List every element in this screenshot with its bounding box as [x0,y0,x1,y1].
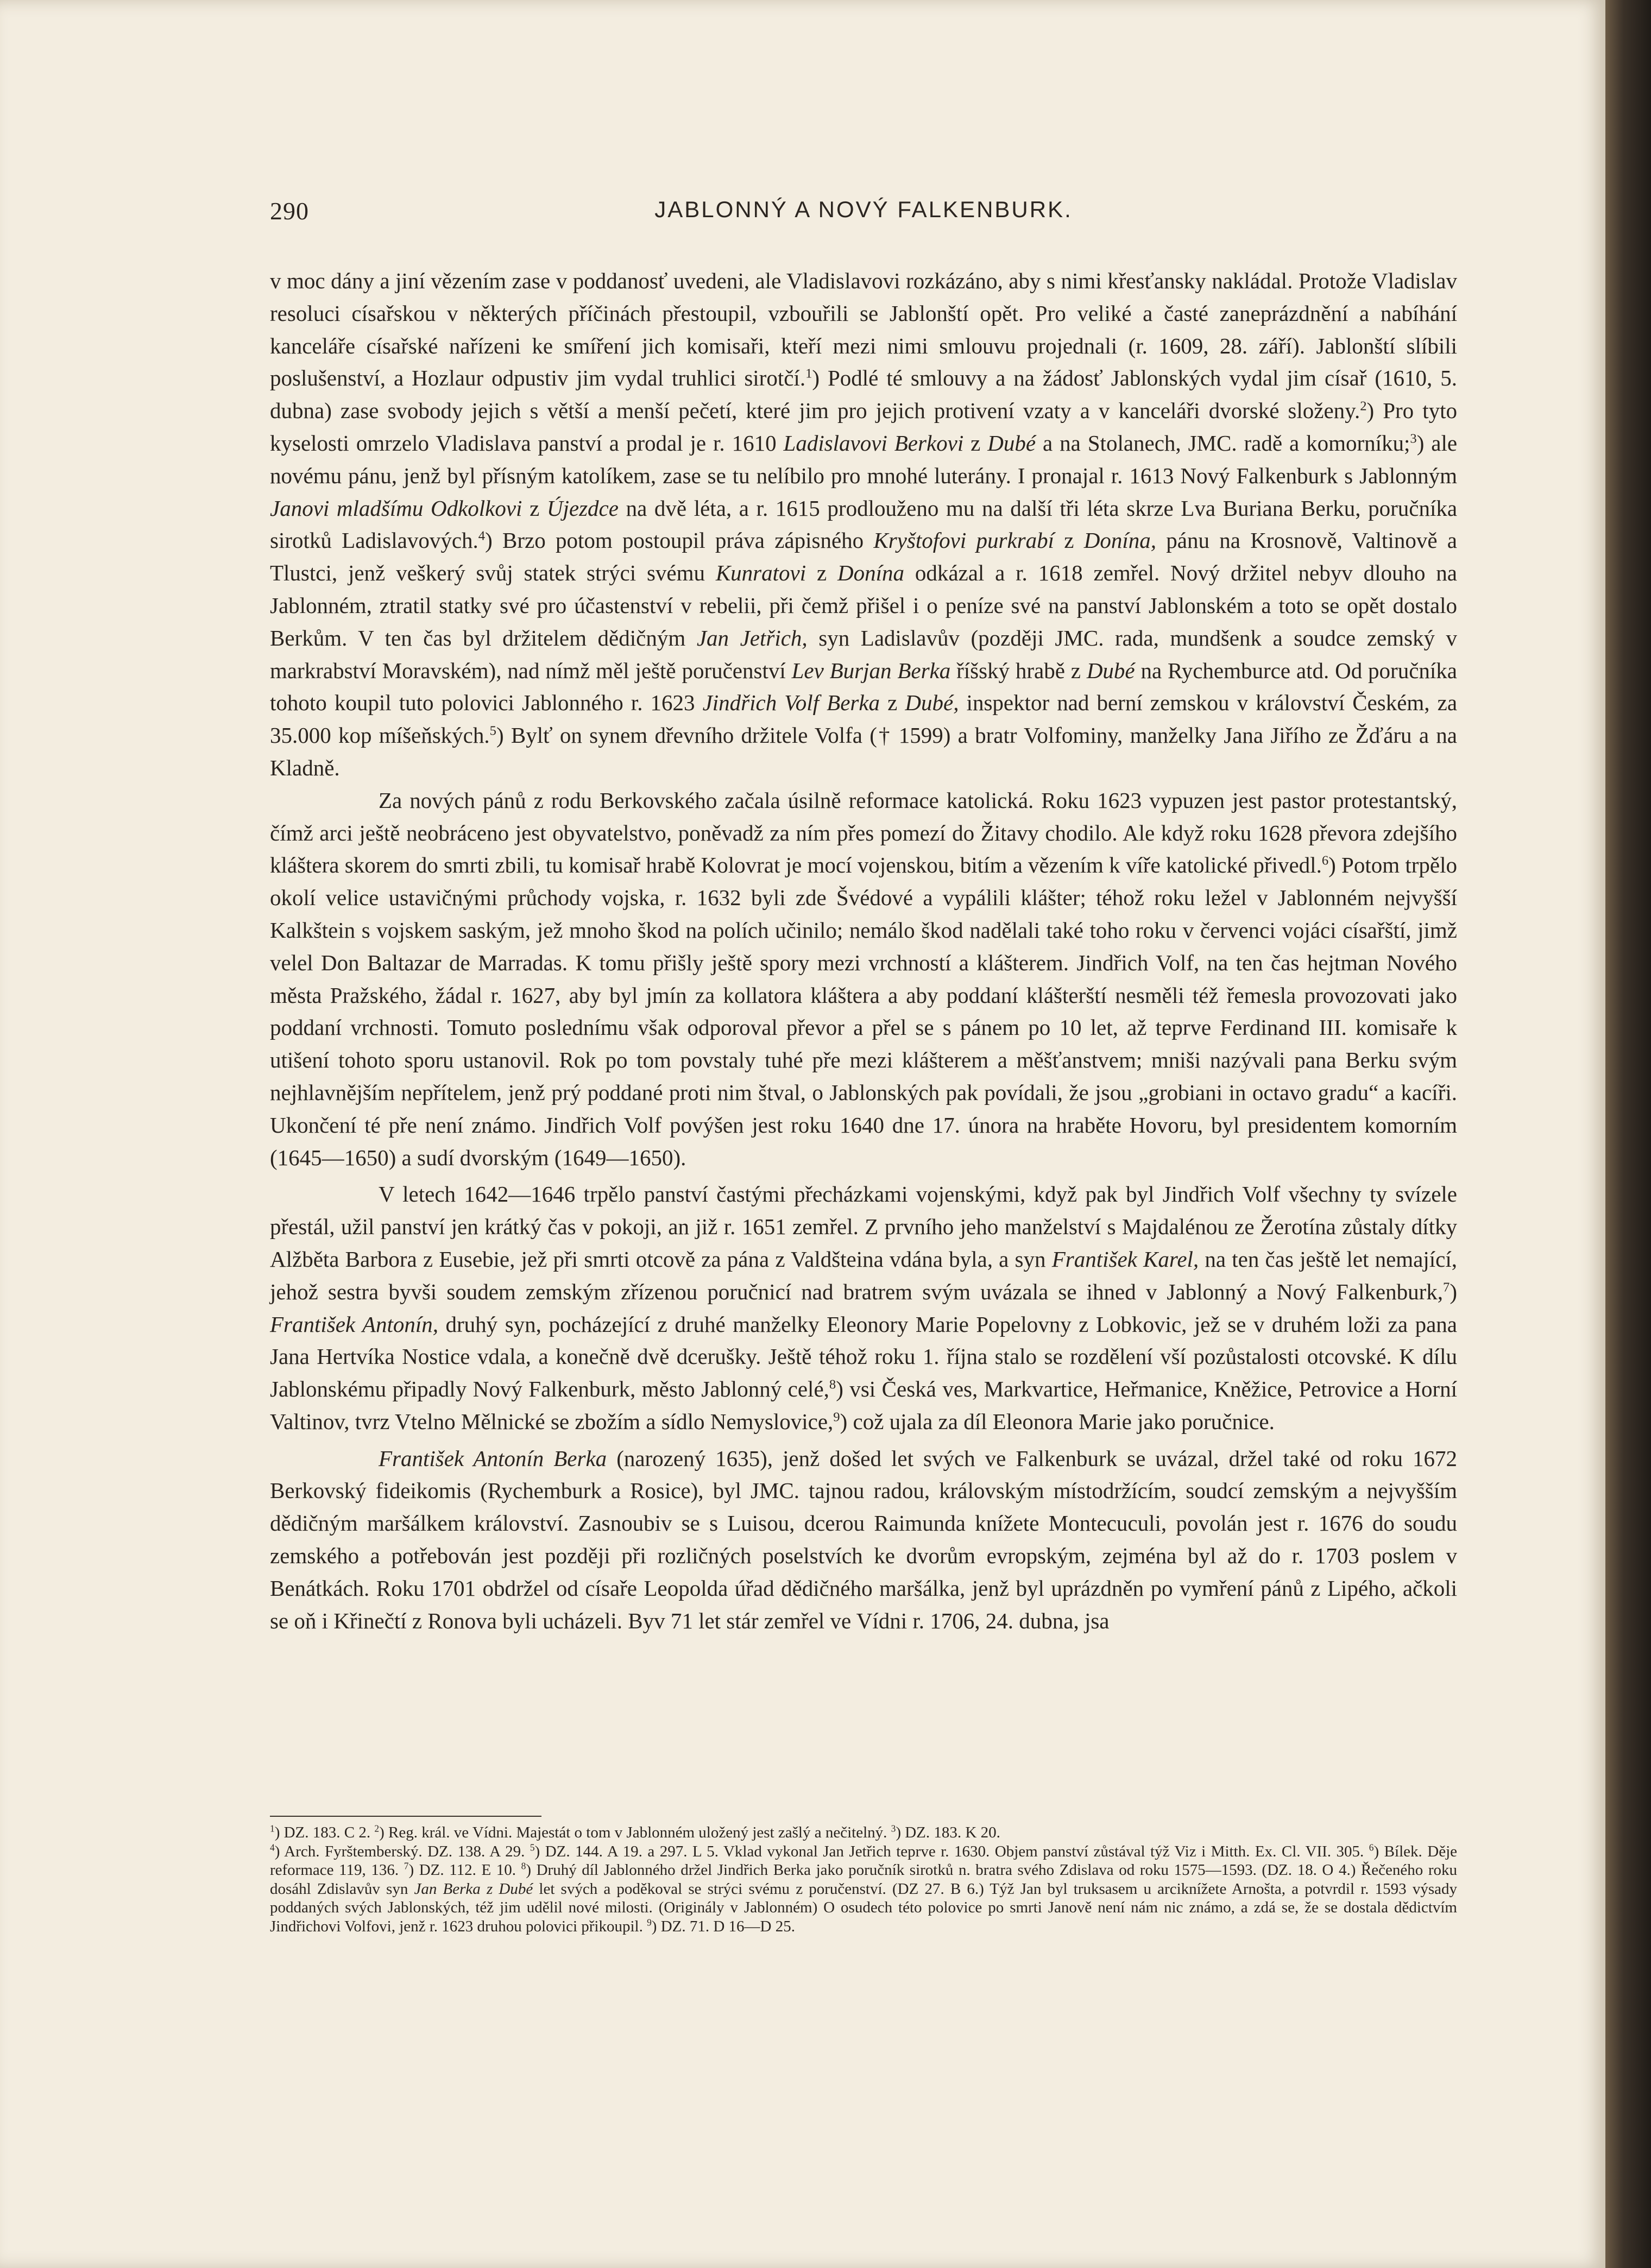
footnotes [270,1823,1457,1936]
footnote-text: ) DZ. 112. E 10. [408,1861,516,1879]
footnote-ref: 6 [1321,853,1329,868]
italic-name: Dubé [987,430,1036,456]
italic-name: Donína [837,560,904,586]
footnote-ref: 8 [829,1377,836,1392]
italic-name: Dubé [1086,658,1135,683]
footnote-text: ) DZ. 144. A 19. a 297. L 5. Vklad vykonal Jan Jetřich teprve r. 1630. Objem panství zůstával týž Viz i Mitth. Ex. Cl. VII. 305. [534,1842,1364,1860]
footnote-text: ) Druhý díl Jablonného držel Jindřich Berka jako poručník sirotků n. bratra svého Zdislava od roku 1575—1593. (DZ. 18. O 4.) Řečeného roku dosáhl Zdislavův syn [270,1861,1458,1898]
italic-name: Újezdce [546,495,619,521]
text-run: syn Ladislavův (později JMC. rada, mundšenk a soudce zemský v markrabství Moravském), nad nímž měl ještě poručenství [270,625,1458,683]
text-run: z [1064,528,1074,553]
footnote-ref: 2 [1360,399,1367,414]
italic-name: Ladislavovi Berkovi [783,430,964,456]
text-run: ) Potom trpělo okolí velice ustavičnými průchody vojska, r. 1632 byli zde Švédové a vypálili klášter; téhož roku ležel v Jablonném nejvyšší Kalkštein s vojskem saským, jež mnoho škod na polích učinilo; nemálo škod nadělali také toho roku v červenci vojáci císařští, jimž velel Don Baltazar de Marradas. K tomu přišly ještě spory mezi vrchností a klášterem. Jindřich Volf, na ten čas hejtman Nového města Pražského, žádal r. 1627, aby byl jmín za kollatora kláštera a aby poddaní klášterští nesměli též řemesla provozovati jako poddaní vrchnosti. Tomuto poslednímu však odporoval převor a přel se s pánem po 10 let, až teprve Ferdinand III. komisaře k utišení tohoto sporu ustanovil. Rok po tom povstaly tuhé pře mezi klášterem a měšťanstvem; mniši nazývali pana Berku svým nejhlavnějším nepřítelem, jenž prý poddané proti nim štval, o Jablonských pak povídali, že jsou „grobiani in octavo gradu“ a kacíři. Ukončení té pře není známo. Jindřich Volf povýšen jest roku 1640 dne 17. února na hraběte Hovoru, byl presidentem komorním (1645—1650) a sudí dvorským (1649—1650). [270,852,1458,1170]
footnote-text: ) Reg. král. ve Vídni. Majestát o tom v Jablonném uložený jest zašlý a nečitelný. [379,1824,887,1841]
footnote-number: 1 [270,1823,275,1834]
footnote-text: ) DZ. 183. K 20. [896,1824,1000,1841]
italic-name: Jan Berka z Dubé [414,1880,533,1898]
text-run: z [971,430,981,456]
italic-name: Janovi mladšímu Odkolkovi [270,495,522,521]
text-run: (narozený 1635), jenž došed let svých ve Falkenburk se uvázal, držel také od roku 1672 Berkovský fideikomis (Rychemburk a Rosice), byl JMC. tajnou radou, královským místodržícím, soudcí zemským a nejvyšším dědičným maršálkem království. Zasnoubiv se s Luisou, dcerou Raimunda knížete Montecuculi, povolán jest r. 1676 do soudu zemského a potřebován jest později při rozličných poselstvích ke dvorům evropským, zejména byl až do r. 1703 poslem v Benátkách. Roku 1701 obdržel od císaře Leopolda úřad dědičného maršálka, jenž byl uprázdněn po vymření pánů z Lipého, ačkoli se oň i Křinečtí z Ronova byli ucházeli. Byv 71 let stár zemřel ve Vídni r. 1706, 24. dubna, jsa [270,1445,1458,1633]
text-run: z [816,560,827,586]
footnote-divider [270,1816,541,1817]
footnote-ref: 5 [489,723,496,738]
italic-name: Dubé, [905,690,959,716]
main-text [270,265,1457,1637]
text-run: ) vsi Česká ves, Markvartice, Heřmanice, Kněžice, Petrovice a Horní Valtinov, tvrz Vtelno Mělnické se zbožím a sídlo Nemyslovice, [270,1376,1457,1434]
text-run: V letech 1642—1646 trpělo panství častými přecházkami vojenskými, když pak byl Jindřich Volf všechny ty svízele přestál, užil panství jen krátký čas v pokoji, an již r. 1651 zemřel. Z prvního jeho manželství s Majdalénou ze Žerotína zůstaly dítky Alžběta Barbora z Eusebie, jež při smrti otcově za pána z Valdšteina vdána byla, a syn [270,1182,1457,1272]
footnote-ref: 9 [833,1410,840,1425]
footnote-ref: 4 [478,528,486,544]
footnote-text: ) Bílek. Děje reformace 119, 136. [270,1842,1458,1879]
footnote-ref: 1 [805,366,812,381]
text-run: z [887,690,898,716]
italic-name: Donína, [1083,528,1156,553]
footnote-number: 6 [1369,1841,1374,1853]
text-run: pánu na Krosnově, Valtinově a Tlustci, jenž veškerý svůj statek strýci svému [270,528,1457,586]
text-run: odkázal a r. 1618 zemřel. Nový držitel nebyv dlouho na Jablonném, ztratil statky své pro účastenství v rebelii, při čemž přišel i o peníze své na panství Jablonském a toto se opět dostalo Berkům. V ten čas byl držitelem dědičným [270,560,1457,650]
footnote-text: ) Arch. Fyrštemberský. DZ. 138. A 29. [274,1842,525,1860]
italic-name: Lev Burjan Berka [791,658,951,683]
italic-name: Jan Jetřich, [696,625,808,650]
paragraph-1 [270,265,1457,785]
text-run: z [530,495,540,521]
italic-name: František Antonín, [270,1311,438,1337]
text-run: a na Stolanech, JMC. radě a komorníku; [1043,430,1410,456]
footnote-line-1 [270,1823,1457,1842]
italic-name: František Antonín Berka [379,1445,607,1471]
page-header [270,197,1457,235]
footnote-number: 8 [521,1860,526,1872]
page-number: 290 [270,197,309,225]
paragraph-3 [270,1178,1457,1438]
paragraph-4 [270,1443,1457,1638]
text-run: ) Brzo potom postoupil práva zápisného [485,528,864,553]
book-spine-edge [1605,0,1651,2268]
text-run: na dvě léta, a r. 1615 prodlouženo mu na další tři léta skrze Lva Buriana Berku, poručníka sirotků Ladislavových. [270,495,1458,553]
paragraph-2 [270,785,1457,1174]
text-run: inspektor nad berní zemskou v království Českém, za 35.000 kop míšeňských. [270,690,1458,748]
text-run: v moc dány a jiní vězením zase v poddanosť uvedeni, ale Vladislavovi rozkázáno, aby s nimi křesťansky nakládal. Protože Vladislav resoluci císařskou v některých příčinách přestoupil, vzbouřili se Jablonští opět. Pro veliké a časté zaneprázdnění a nabíhání kanceláře císařské nařízeni ke smíření jich komisaři, kteří mezi nimi smlouvu projednali (r. 1609, 28. září). Jablonští slíbili poslušenství, a Hozlaur odpustiv jim vydal truhlici sirotčí. [270,268,1457,391]
text-run: ) Podlé té smlouvy a na žádosť Jablonských vydal jim císař (1610, 5. dubna) zase svobody jejich s větší a menší pečetí, které jim pro jejich protivení vzaty a v kanceláři dvorské složeny. [270,365,1457,424]
text-run: ) Bylť on synem dřevního držitele Volfa († 1599) a bratr Volfominy, manželky Jana Jiřího ze Žďáru a na Kladně. [270,723,1457,780]
running-title: JABLONNÝ A NOVÝ FALKENBURK. [654,197,1073,222]
footnote-number: 7 [404,1860,409,1872]
text-run: na ten čas ještě let nemající, jehož sestra byvši soudem zemským zřízenou poručnicí nad bratrem svým uvázala se ihned v Jablonný a Nový Falkenburk, [270,1246,1458,1304]
text-run: ) ale novému pánu, jenž byl přísným katolíkem, zase se tu nelíbilo pro mnohé luterány. I pronajal r. 1613 Nový Falkenburk s Jablonným [270,430,1458,488]
footnote-number: 5 [530,1841,535,1853]
footnote-number: 4 [270,1841,275,1853]
italic-name: Kunratovi [715,560,806,586]
footnote-number: 3 [891,1823,896,1834]
footnote-ref: 7 [1443,1280,1450,1295]
footnote-text: ) DZ. 183. C 2. [274,1824,371,1841]
text-run: říšský hrabě z [956,658,1081,683]
italic-name: Kryštofovi purkrabí [873,528,1055,553]
footnote-number: 2 [374,1823,380,1834]
text-run: ) [1450,1279,1457,1304]
footnote-text: let svých a poděkoval se strýci svému z poručenství. (DZ 27. B 6.) Týž Jan byl truksasem u arciknížete Arnošta, a potvrdil r. 1593 výsady poddaných svých Jablonských, též jim udělil nové milosti. (Originály v Jablonném) O osudech této polovice po smrti Janově není nám nic známo, a zdá se, že se dostala dědictvím Jindřichovi Volfovi, jenž r. 1623 druhou polovici přikoupil. [270,1880,1458,1935]
text-run: na Rychemburce atd. Od poručníka tohoto koupil tuto polovici Jablonného r. 1623 [270,658,1457,716]
text-run: ) Pro tyto kyselosti omrzelo Vladislava panství a prodal je r. 1610 [270,398,1457,456]
footnote-text: ) DZ. 71. D 16—D 25. [651,1917,795,1935]
footnote-ref: 3 [1410,431,1417,446]
footnote-line-2 [270,1842,1457,1936]
italic-name: Jindřich Volf Berka [702,690,880,716]
footnote-number: 9 [647,1916,652,1928]
text-run: Za nových pánů z rodu Berkovského začala úsilně reformace katolická. Roku 1623 vypuzen jest pastor protestantský, čímž arci ještě neobráceno jest obyvatelstvo, poněvadž za ním přes pomezí do Žitavy chodilo. Ale když roku 1628 převora zdejšího kláštera skorem do smrti zbili, tu komisař hrabě Kolovrat je mocí vojenskou, bitím a vězením k víře katolické přivedl. [270,787,1457,878]
italic-name: František Karel, [1051,1246,1199,1272]
text-run: ) což ujala za díl Eleonora Marie jako poručnice. [840,1408,1275,1434]
text-run: druhý syn, pocházející z druhé manželky Eleonory Marie Popelovny z Lobkovic, jež se v druhém loži za pana Jana Hertvíka Nostice vdala, a konečně dvě dcerušky. Ještě téhož roku 1. října stalo se rozdělení vší pozůstalosti otcovské. K dílu Jablonskému připadly Nový Falkenburk, město Jablonný celé, [270,1311,1457,1402]
